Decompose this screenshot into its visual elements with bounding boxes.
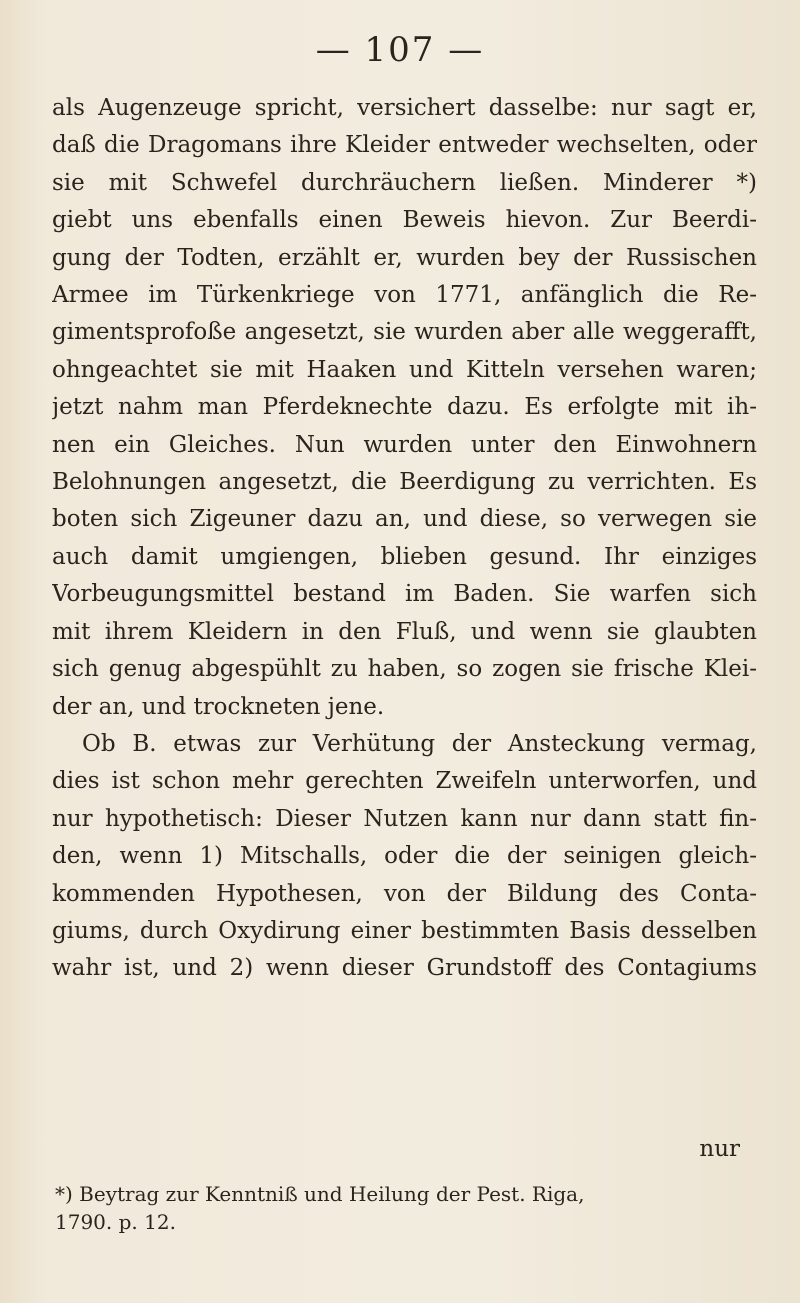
text-line: Ob B. etwas zur Verhütung der Ansteckung vermag,	[82, 730, 757, 757]
text-line: auch damit umgiengen, blieben gesund. Ihr einziges	[52, 543, 757, 570]
text-line: den, wenn 1) Mitschalls, oder die der seinigen gleich-	[52, 843, 757, 870]
text-line: gung der Todten, erzählt er, wurden bey der Russischen	[52, 244, 757, 271]
text-line: giums, durch Oxydirung einer bestimmten Basis desselben	[52, 917, 757, 944]
page-number: — 107 —	[315, 30, 485, 70]
text-line: boten sich Zigeuner dazu an, und diese, so verwegen sie	[52, 506, 757, 533]
catchword: nur	[699, 1136, 740, 1162]
footnote-line: *) Beytrag zur Kenntniß und Heilung der Pest. Riga,	[55, 1182, 585, 1206]
text-line: jetzt nahm man Pferdeknechte dazu. Es erfolgte mit ih-	[52, 394, 757, 421]
text-line: nur hypothetisch: Dieser Nutzen kann nur dann statt fin-	[52, 805, 757, 832]
footnote	[55, 1180, 760, 1236]
text-line: mit ihrem Kleidern in den Fluß, und wenn sie glaubten	[52, 618, 757, 645]
body-text	[52, 90, 757, 988]
text-line: sich genug abgespühlt zu haben, so zogen sie frische Klei-	[52, 656, 757, 683]
text-line: wahr ist, und 2) wenn dieser Grundstoff des Contagiums	[52, 955, 757, 982]
text-line: gimentsprofoße angesetzt, sie wurden aber alle weggerafft,	[52, 319, 757, 346]
text-line: giebt uns ebenfalls einen Beweis hievon. Zur Beerdi-	[52, 207, 757, 234]
text-line: nen ein Gleiches. Nun wurden unter den Einwohnern	[52, 431, 757, 458]
text-line: Vorbeugungsmittel bestand im Baden. Sie warfen sich	[52, 581, 757, 608]
footnote-line: 1790. p. 12.	[55, 1210, 176, 1234]
text-line: sie mit Schwefel durchräuchern ließen. Minderer *)	[52, 169, 757, 196]
text-line: ohngeachtet sie mit Haaken und Kitteln versehen waren;	[52, 356, 757, 383]
text-line: der an, und trockneten jene.	[52, 693, 385, 720]
text-line: Armee im Türkenkriege von 1771, anfänglich die Re-	[52, 282, 757, 309]
text-line: als Augenzeuge spricht, versichert dasselbe: nur sagt er,	[52, 95, 757, 121]
text-line: kommenden Hypothesen, von der Bildung des Conta-	[52, 880, 757, 907]
text-line: Belohnungen angesetzt, die Beerdigung zu verrichten. Es	[52, 469, 757, 496]
text-line: daß die Dragomans ihre Kleider entweder wechselten, oder	[52, 132, 757, 159]
text-line: dies ist schon mehr gerechten Zweifeln unterworfen, und	[52, 768, 757, 795]
